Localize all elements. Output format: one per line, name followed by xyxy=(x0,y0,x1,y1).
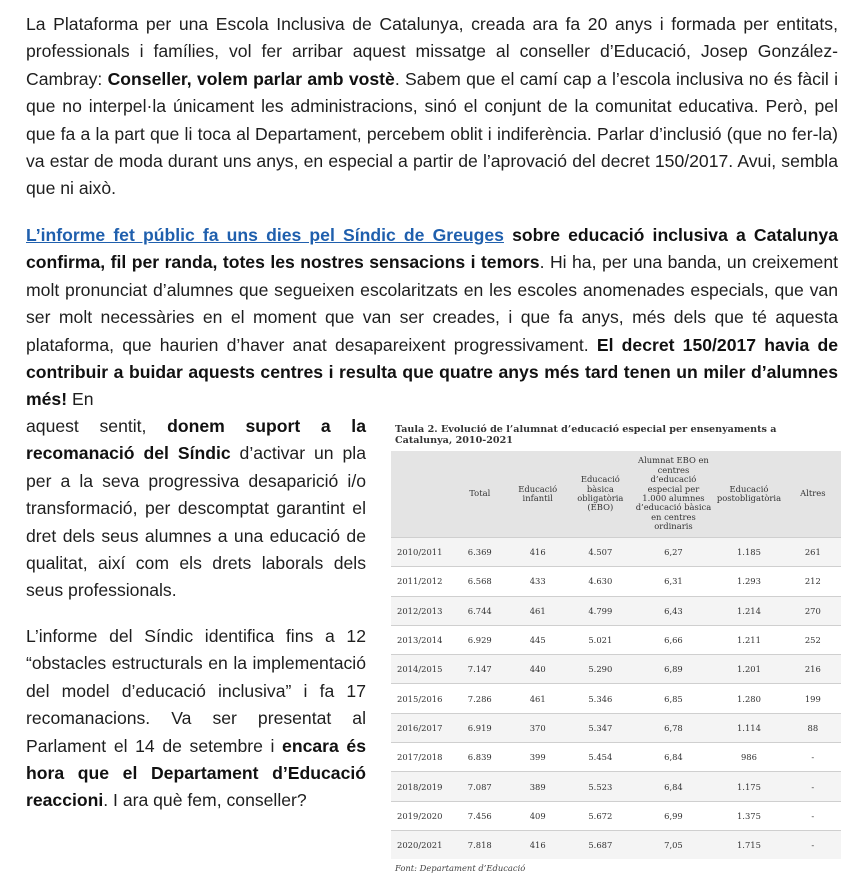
table-year-cell: 2020/2021 xyxy=(391,830,451,859)
table-year-cell: 2015/2016 xyxy=(391,684,451,713)
table-cell: 6,89 xyxy=(634,655,714,684)
paragraph-text: . Sabem que el camí cap a l’escola inclusiva no és fàcil i que no interpel·la únicament les administracions, sinó el conjunt de la comunitat educativa. Però, pel que fa a la part que li toca al Departament, percebem oblit i indiferència. Parlar d’inclusió (que no fer-la) va estar de moda durant uns anys, en especial a partir de l’aprovació del decret 150/2017. Avui, sembla que ni això. xyxy=(26,68,839,199)
table-cell: 7.286 xyxy=(451,684,508,713)
paragraph-text: . Hi ha, per una banda, un creixement molt pronunciat d’alumnes que segueixen escolaritzats en les escoles anomenades especials, que van ser molt necessàries en el moment que van ser creades, i que fa anys, més dels que té aquesta plataforma, que haurien d’haver anat desapareixent progressivament. xyxy=(26,252,838,355)
table-cell: 445 xyxy=(508,625,567,654)
special-education-table xyxy=(391,451,841,859)
table-cell: 1.715 xyxy=(713,830,784,859)
paragraph-support xyxy=(26,413,366,605)
table-header-cell: Educació bàsica obligatòria (EBO) xyxy=(567,451,634,538)
table-header-cell: Alumnat EBO en centres d’educació especial per 1.000 alumnes d’educació bàsica en centres ordinaris xyxy=(634,451,714,538)
table-cell: - xyxy=(785,830,841,859)
table-year-cell: 2016/2017 xyxy=(391,713,451,742)
table-cell: 409 xyxy=(508,801,567,830)
table-cell: 461 xyxy=(508,596,567,625)
table-cell: 6,43 xyxy=(634,596,714,625)
paragraph-text: d’activar un pla per a la seva progressiva desaparició i/o transformació, per descomptat garantint el dret dels seus alumnes a una educació de qualitat, així com els drets laborals dels seus professionals. xyxy=(26,443,366,601)
table-cell: 389 xyxy=(508,772,567,801)
table-cell: 252 xyxy=(785,625,841,654)
table-cell: 986 xyxy=(713,743,784,772)
table-header-cell: Altres xyxy=(785,451,841,538)
table-row xyxy=(391,801,841,830)
paragraph-text: . I ara què fem, conseller? xyxy=(103,790,307,811)
table-year-cell: 2010/2011 xyxy=(391,538,451,567)
table-row xyxy=(391,772,841,801)
table-row xyxy=(391,830,841,859)
table-body xyxy=(391,538,841,860)
table-cell: 6.369 xyxy=(451,538,508,567)
table-year-cell: 2017/2018 xyxy=(391,743,451,772)
table-cell: 416 xyxy=(508,538,567,567)
emphasis-text: encara és hora que el Departament d’Educació reaccioni xyxy=(26,735,366,811)
table-header-cell xyxy=(391,451,451,538)
table-year-cell: 2019/2020 xyxy=(391,801,451,830)
table-cell: 6.839 xyxy=(451,743,508,772)
table-row xyxy=(391,538,841,567)
table-cell: 5.454 xyxy=(567,743,634,772)
table-cell: 6.919 xyxy=(451,713,508,742)
paragraph-report xyxy=(26,222,838,414)
table-cell: 261 xyxy=(785,538,841,567)
table-row xyxy=(391,655,841,684)
table-cell: 216 xyxy=(785,655,841,684)
table-cell: 7.456 xyxy=(451,801,508,830)
table-cell: 7.818 xyxy=(451,830,508,859)
table-cell: 199 xyxy=(785,684,841,713)
table-row xyxy=(391,684,841,713)
table-year-cell: 2018/2019 xyxy=(391,772,451,801)
table-cell: 6,27 xyxy=(634,538,714,567)
table-cell: 6,31 xyxy=(634,567,714,596)
table-row xyxy=(391,596,841,625)
table-cell: 5.523 xyxy=(567,772,634,801)
table-cell: 6,84 xyxy=(634,743,714,772)
table-header-cell: Educació postobligatòria xyxy=(713,451,784,538)
table-cell: 6.929 xyxy=(451,625,508,654)
table-cell: 4.507 xyxy=(567,538,634,567)
table-cell: 7,05 xyxy=(634,830,714,859)
table-cell: - xyxy=(785,801,841,830)
table-year-cell: 2014/2015 xyxy=(391,655,451,684)
table-cell: 212 xyxy=(785,567,841,596)
table-year-cell: 2011/2012 xyxy=(391,567,451,596)
table-cell: 6,99 xyxy=(634,801,714,830)
table-cell: 5.347 xyxy=(567,713,634,742)
paragraph-intro xyxy=(26,11,838,203)
table-cell: 416 xyxy=(508,830,567,859)
table-cell: 1.280 xyxy=(713,684,784,713)
table-header-row xyxy=(391,451,841,538)
table-cell: 4.799 xyxy=(567,596,634,625)
table-cell: - xyxy=(785,772,841,801)
table-header-cell: Educació infantil xyxy=(508,451,567,538)
table-cell: 6,78 xyxy=(634,713,714,742)
table-cell: 440 xyxy=(508,655,567,684)
table-cell: 461 xyxy=(508,684,567,713)
paragraph-text: aquest sentit, xyxy=(26,416,168,436)
table-cell: 4.630 xyxy=(567,567,634,596)
emphasis-text: Conseller, volem parlar amb vostè xyxy=(107,68,395,89)
table-cell: 1.375 xyxy=(713,801,784,830)
table-cell: 7.087 xyxy=(451,772,508,801)
table-cell: 1.185 xyxy=(713,538,784,567)
table-cell: 433 xyxy=(508,567,567,596)
table-cell: 1.114 xyxy=(713,713,784,742)
table-cell: 399 xyxy=(508,743,567,772)
table-cell: 1.175 xyxy=(713,772,784,801)
table-cell: 7.147 xyxy=(451,655,508,684)
emphasis-text: El decret 150/2017 havia de contribuir a buidar aquests centres i resulta que quatre anys més tard tenen un miler d’alumnes més! xyxy=(26,334,838,410)
table-cell: 1.211 xyxy=(713,625,784,654)
sindic-report-link[interactable]: L’informe fet públic fa uns dies pel Síndic de Greuges xyxy=(26,225,504,245)
table-header-cell: Total xyxy=(451,451,508,538)
table-cell: 6,66 xyxy=(634,625,714,654)
paragraph-text: La Plataforma per una Escola Inclusiva de Catalunya, creada ara fa 20 anys i formada per entitats, professionals i famílies, vol fer arribar aquest missatge al conseller d’Educació, Josep González-Cambray: xyxy=(26,14,838,89)
table-row xyxy=(391,713,841,742)
table-cell: 5.346 xyxy=(567,684,634,713)
paragraph-text: En xyxy=(67,389,94,410)
table-source: Font: Departament d’Educació xyxy=(395,863,526,873)
table-row xyxy=(391,625,841,654)
table-cell: 5.687 xyxy=(567,830,634,859)
table-cell: 5.672 xyxy=(567,801,634,830)
table-cell: 270 xyxy=(785,596,841,625)
table-cell: 5.021 xyxy=(567,625,634,654)
paragraph-conclusion xyxy=(26,623,366,815)
table-cell: 5.290 xyxy=(567,655,634,684)
emphasis-text: donem suport a la recomanació del Síndic xyxy=(26,416,366,464)
table-cell: 6.568 xyxy=(451,567,508,596)
special-education-table-figure xyxy=(391,424,841,873)
table-cell: 1.201 xyxy=(713,655,784,684)
table-cell: 1.214 xyxy=(713,596,784,625)
table-cell: 88 xyxy=(785,713,841,742)
emphasis-text: sobre educació inclusiva a Catalunya confirma, fil per randa, totes les nostres sensacions i temors xyxy=(26,225,838,273)
table-row xyxy=(391,567,841,596)
table-cell: 1.293 xyxy=(713,567,784,596)
paragraph-text: L’informe del Síndic identifica fins a 12 “obstacles estructurals en la implementació del model d’educació inclusiva” i fa 17 recomanacions. Va ser presentat al Parlament el 14 de setembre i xyxy=(26,626,366,756)
table-year-cell: 2013/2014 xyxy=(391,625,451,654)
table-cell: 6,84 xyxy=(634,772,714,801)
table-year-cell: 2012/2013 xyxy=(391,596,451,625)
table-cell: 370 xyxy=(508,713,567,742)
table-row xyxy=(391,743,841,772)
table-caption: Taula 2. Evolució de l’alumnat d’educació especial per ensenyaments a Catalunya, 2010-2021 xyxy=(395,424,777,446)
table-cell: - xyxy=(785,743,841,772)
table-cell: 6.744 xyxy=(451,596,508,625)
table-cell: 6,85 xyxy=(634,684,714,713)
